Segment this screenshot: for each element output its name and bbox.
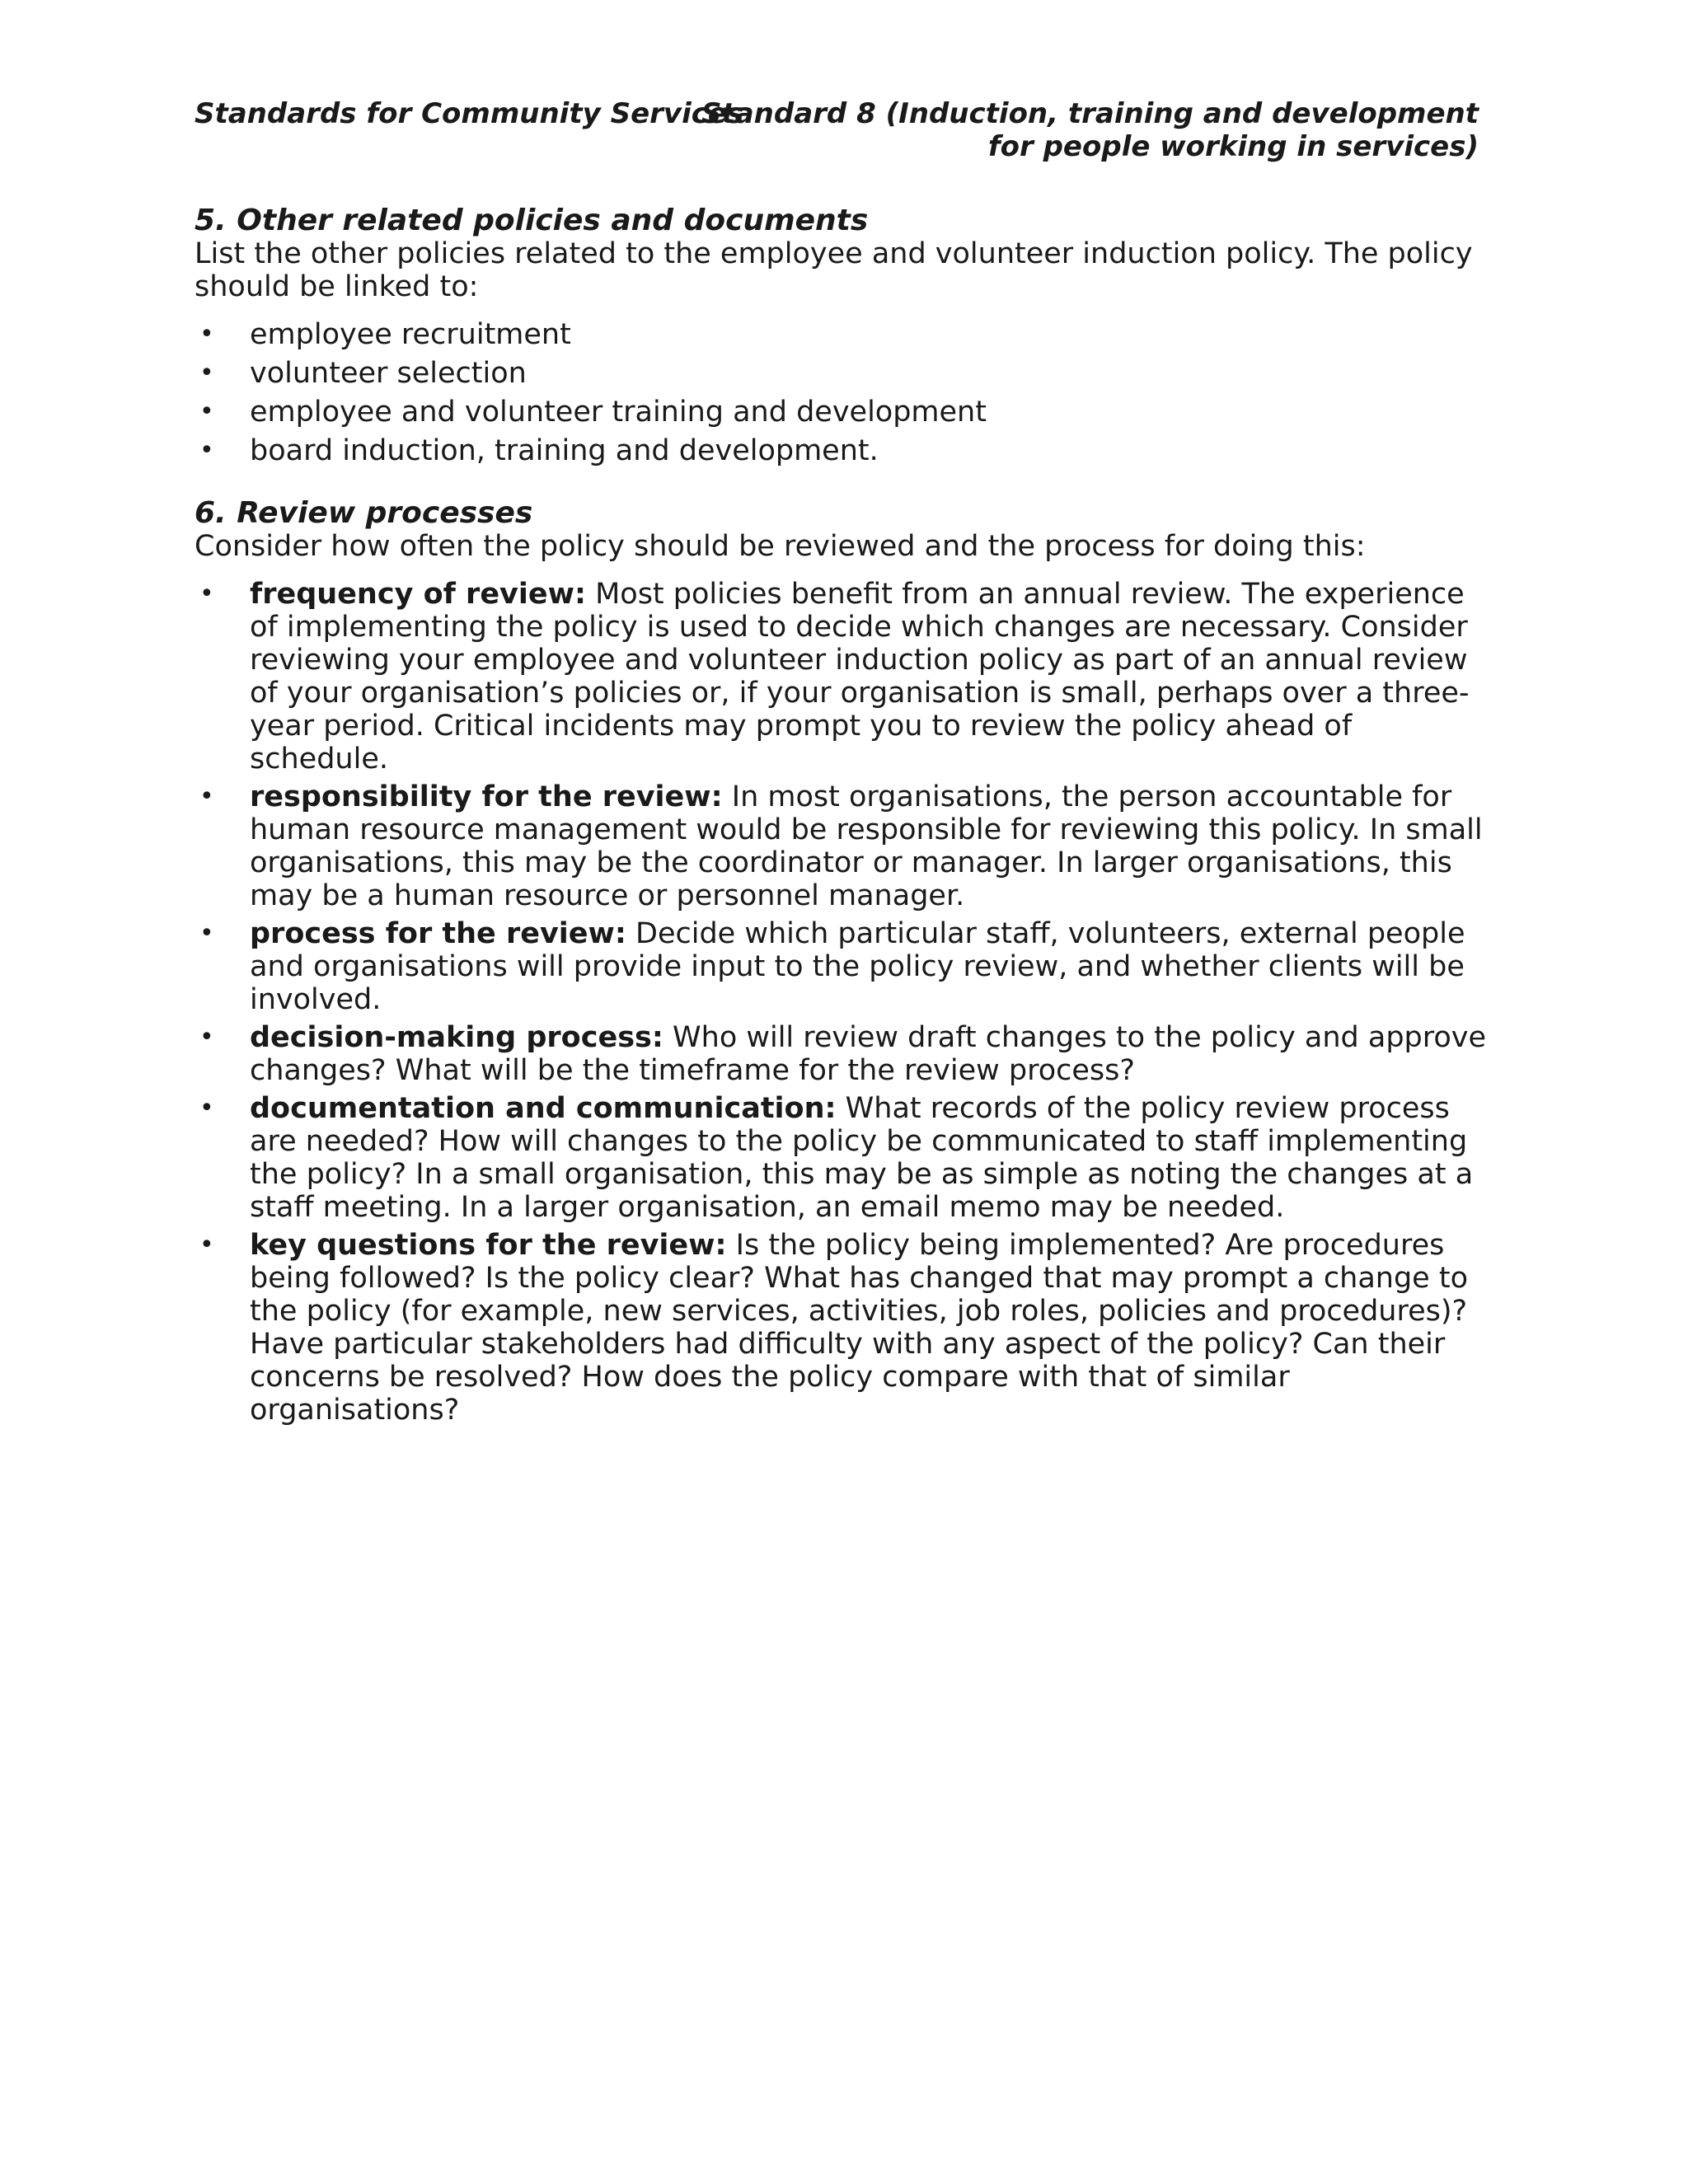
list-item-text: Who will review draft changes to the policy and approve changes? What will be the timeframe for the review process? [250,1021,1487,1087]
header-left-title: Standards for Community Services [195,97,744,130]
bullet-icon: • [199,320,214,349]
list-item [195,357,1497,390]
running-header [195,97,1497,171]
bullet-icon: • [199,397,214,426]
header-right-line-1: Standard 8 (Induction, training and development [701,97,1479,130]
list-item-text: Is the policy being implemented? Are procedures being followed? Is the policy clear? What has changed that may prompt a change to the policy (for example, new services, activities, job roles, policies and procedures)? Have particular stakeholders had difficulty with any aspect of the policy? Can their concerns be resolved? How does the policy compare with that of similar organisations? [250,1229,1468,1427]
list-item-text: What records of the policy review process are needed? How will changes to the policy be communicated to staff implementing the policy? In a small organisation, this may be as simple as noting the changes at a staff meeting. In a larger organisation, an email memo may be needed. [250,1092,1474,1224]
list-item-term: frequency of review: [250,578,586,611]
section-6-heading: 6. Review processes [195,496,533,530]
list-item [195,917,1497,1016]
bullet-icon: • [199,1094,214,1122]
bullet-icon: • [199,579,214,608]
header-right-title [701,97,1479,163]
section-6-list [195,578,1497,1427]
section-6 [195,497,1497,1427]
list-item [195,1229,1497,1427]
section-5-heading: 5. Other related policies and documents [195,204,869,237]
bullet-icon: • [199,359,214,387]
list-item-term: decision-making process: [250,1021,663,1054]
list-item-text: volunteer selection [250,357,527,390]
list-item-term: documentation and communication: [250,1092,837,1125]
bullet-icon: • [199,1230,214,1259]
header-right-line-2: for people working in services) [987,130,1479,163]
bullet-icon: • [199,436,214,465]
section-6-intro: Consider how often the policy should be reviewed and the process for doing this: [195,530,1366,563]
document-page [195,97,1497,1432]
list-item [195,396,1497,429]
list-item [195,1021,1497,1087]
list-item [195,578,1497,776]
list-item-term: key questions for the review: [250,1229,727,1262]
list-item-text: employee recruitment [250,318,571,351]
section-5-list [195,318,1497,467]
list-item [195,318,1497,351]
list-item-text: board induction, training and development. [250,434,879,467]
list-item-text: Decide which particular staff, volunteers, external people and organisations will provide input to the policy review, and whether clients will be involved. [250,917,1465,1016]
list-item-text: employee and volunteer training and development [250,396,987,429]
bullet-icon: • [199,919,214,948]
list-item [195,1092,1497,1224]
list-item-text: In most organisations, the person accountable for human resource management would be responsible for reviewing this policy. In small organisations, this may be the coordinator or manager. In larger organisations, this may be a human resource or personnel manager. [250,780,1483,912]
bullet-icon: • [199,1023,214,1052]
bullet-icon: • [199,782,214,811]
list-item-term: responsibility for the review: [250,780,723,813]
list-item [195,434,1497,467]
list-item [195,780,1497,912]
section-5 [195,204,1497,467]
list-item-text: Most policies benefit from an annual review. The experience of implementing the policy is used to decide which changes are necessary. Consider reviewing your employee and volunteer induction policy as part of an annual review of your organisation’s policies or, if your organisation is small, perhaps over a three-year period. Critical incidents may prompt you to review the policy ahead of schedule. [250,578,1470,776]
section-5-intro: List the other policies related to the employee and volunteer induction policy. The policy should be linked to: [195,237,1473,303]
list-item-term: process for the review: [250,917,626,950]
